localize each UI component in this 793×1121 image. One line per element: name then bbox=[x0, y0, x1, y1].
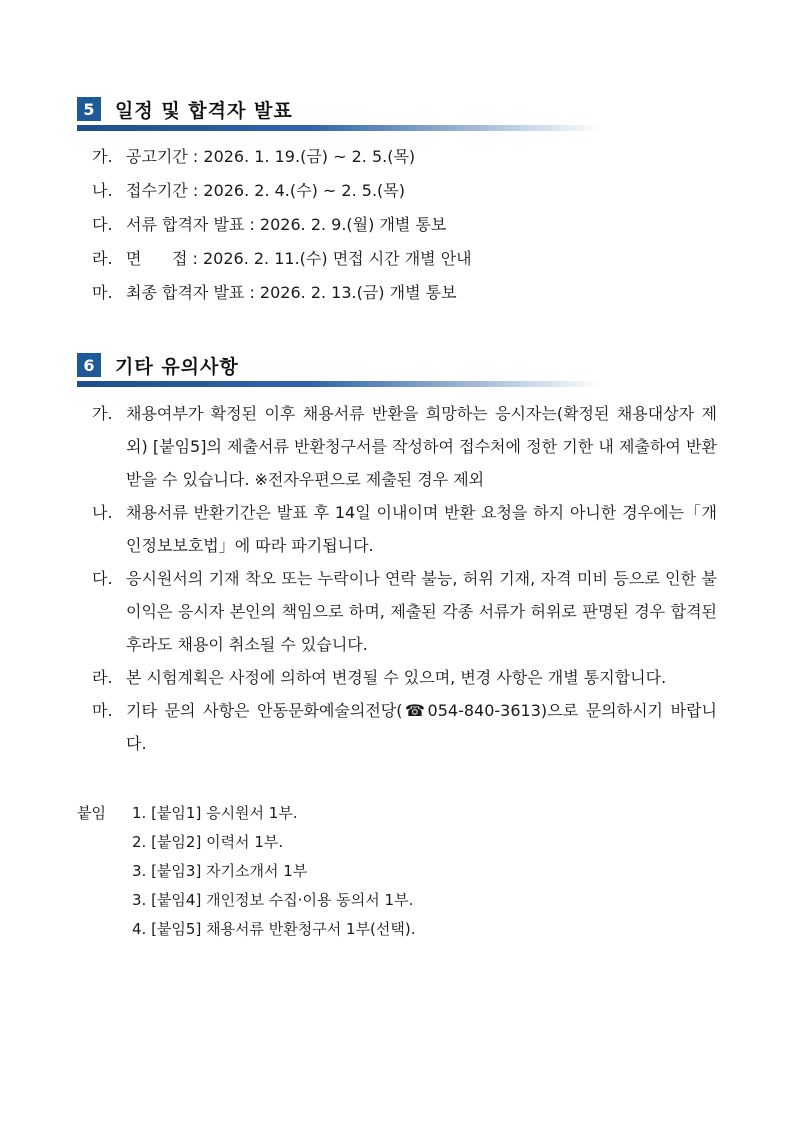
item-label: 가. bbox=[92, 404, 113, 423]
section-rule bbox=[77, 125, 602, 131]
attachments bbox=[77, 802, 416, 947]
item-text: 응시원서의 기재 착오 또는 누락이나 연락 불능, 허위 기재, 자격 미비 등으로 인한 불이익은 응시자 본인의 책임으로 하며, 제출된 각종 서류가 허위로 판명된 경우 합격된 후라도 채용이 취소될 수 있습니다. bbox=[126, 569, 717, 654]
item-label: 마. bbox=[92, 701, 113, 720]
item-text: 공고기간 : 2026. 1. 19.(금) ~ 2. 5.(목) bbox=[126, 147, 416, 166]
section-title: 기타 유의사항 bbox=[115, 355, 239, 378]
attachment-item: 4. [붙임5] 채용서류 반환청구서 1부(선택). bbox=[132, 920, 416, 938]
attachment-item: 3. [붙임4] 개인정보 수집·이용 동의서 1부. bbox=[132, 891, 414, 909]
attachments-heading: 붙임 bbox=[77, 804, 106, 822]
item-text: 채용서류 반환기간은 발표 후 14일 이내이며 반환 요청을 하지 아니한 경우에는「개인정보보호법」에 따라 파기됩니다. bbox=[126, 503, 717, 555]
item-label: 라. bbox=[92, 249, 113, 268]
section-rule bbox=[77, 381, 602, 387]
section-title: 일정 및 합격자 발표 bbox=[115, 99, 293, 122]
item-text: 본 시험계획은 사정에 의하여 변경될 수 있으며, 변경 사항은 개별 통지합니다. bbox=[126, 668, 667, 687]
item-text: 서류 합격자 발표 : 2026. 2. 9.(월) 개별 통보 bbox=[126, 215, 447, 234]
item-text: 채용여부가 확정된 이후 채용서류 반환을 희망하는 응시자는(확정된 채용대상자 제외) [붙임5]의 제출서류 반환청구서를 작성하여 접수처에 정한 기한 내 제출하여 반환 받을 수 있습니다. ※전자우편으로 제출된 경우 제외 bbox=[126, 404, 717, 489]
schedule-item bbox=[92, 282, 472, 316]
item-label: 다. bbox=[92, 569, 113, 588]
note-item bbox=[92, 397, 717, 496]
item-label: 다. bbox=[92, 215, 113, 234]
note-item bbox=[92, 661, 717, 694]
item-label: 나. bbox=[92, 181, 113, 200]
schedule-item bbox=[92, 214, 472, 248]
item-text: 접수기간 : 2026. 2. 4.(수) ~ 2. 5.(목) bbox=[126, 181, 405, 200]
item-label: 나. bbox=[92, 503, 113, 522]
note-item bbox=[92, 496, 717, 562]
attachment-item: 3. [붙임3] 자기소개서 1부 bbox=[132, 862, 308, 880]
section-number-badge: 6 bbox=[77, 353, 101, 377]
schedule-list bbox=[92, 146, 472, 316]
attachment-item: 1. [붙임1] 응시원서 1부. bbox=[132, 804, 298, 822]
note-item bbox=[92, 694, 717, 760]
notes-list bbox=[92, 397, 717, 760]
item-text: 최종 합격자 발표 : 2026. 2. 13.(금) 개별 통보 bbox=[126, 283, 457, 302]
section-5-header bbox=[77, 96, 617, 131]
item-text: 기타 문의 사항은 안동문화예술의전당(☎054-840-3613)으로 문의하시기 바랍니다. bbox=[126, 701, 717, 753]
attachment-item: 2. [붙임2] 이력서 1부. bbox=[132, 833, 284, 851]
schedule-item bbox=[92, 180, 472, 214]
schedule-item bbox=[92, 146, 472, 180]
section-6-header bbox=[77, 352, 617, 387]
section-number-badge: 5 bbox=[77, 97, 101, 121]
item-label: 마. bbox=[92, 283, 113, 302]
item-label: 가. bbox=[92, 147, 113, 166]
item-text: 면 접 : 2026. 2. 11.(수) 면접 시간 개별 안내 bbox=[126, 249, 472, 268]
schedule-item bbox=[92, 248, 472, 282]
note-item bbox=[92, 562, 717, 661]
item-label: 라. bbox=[92, 668, 113, 687]
